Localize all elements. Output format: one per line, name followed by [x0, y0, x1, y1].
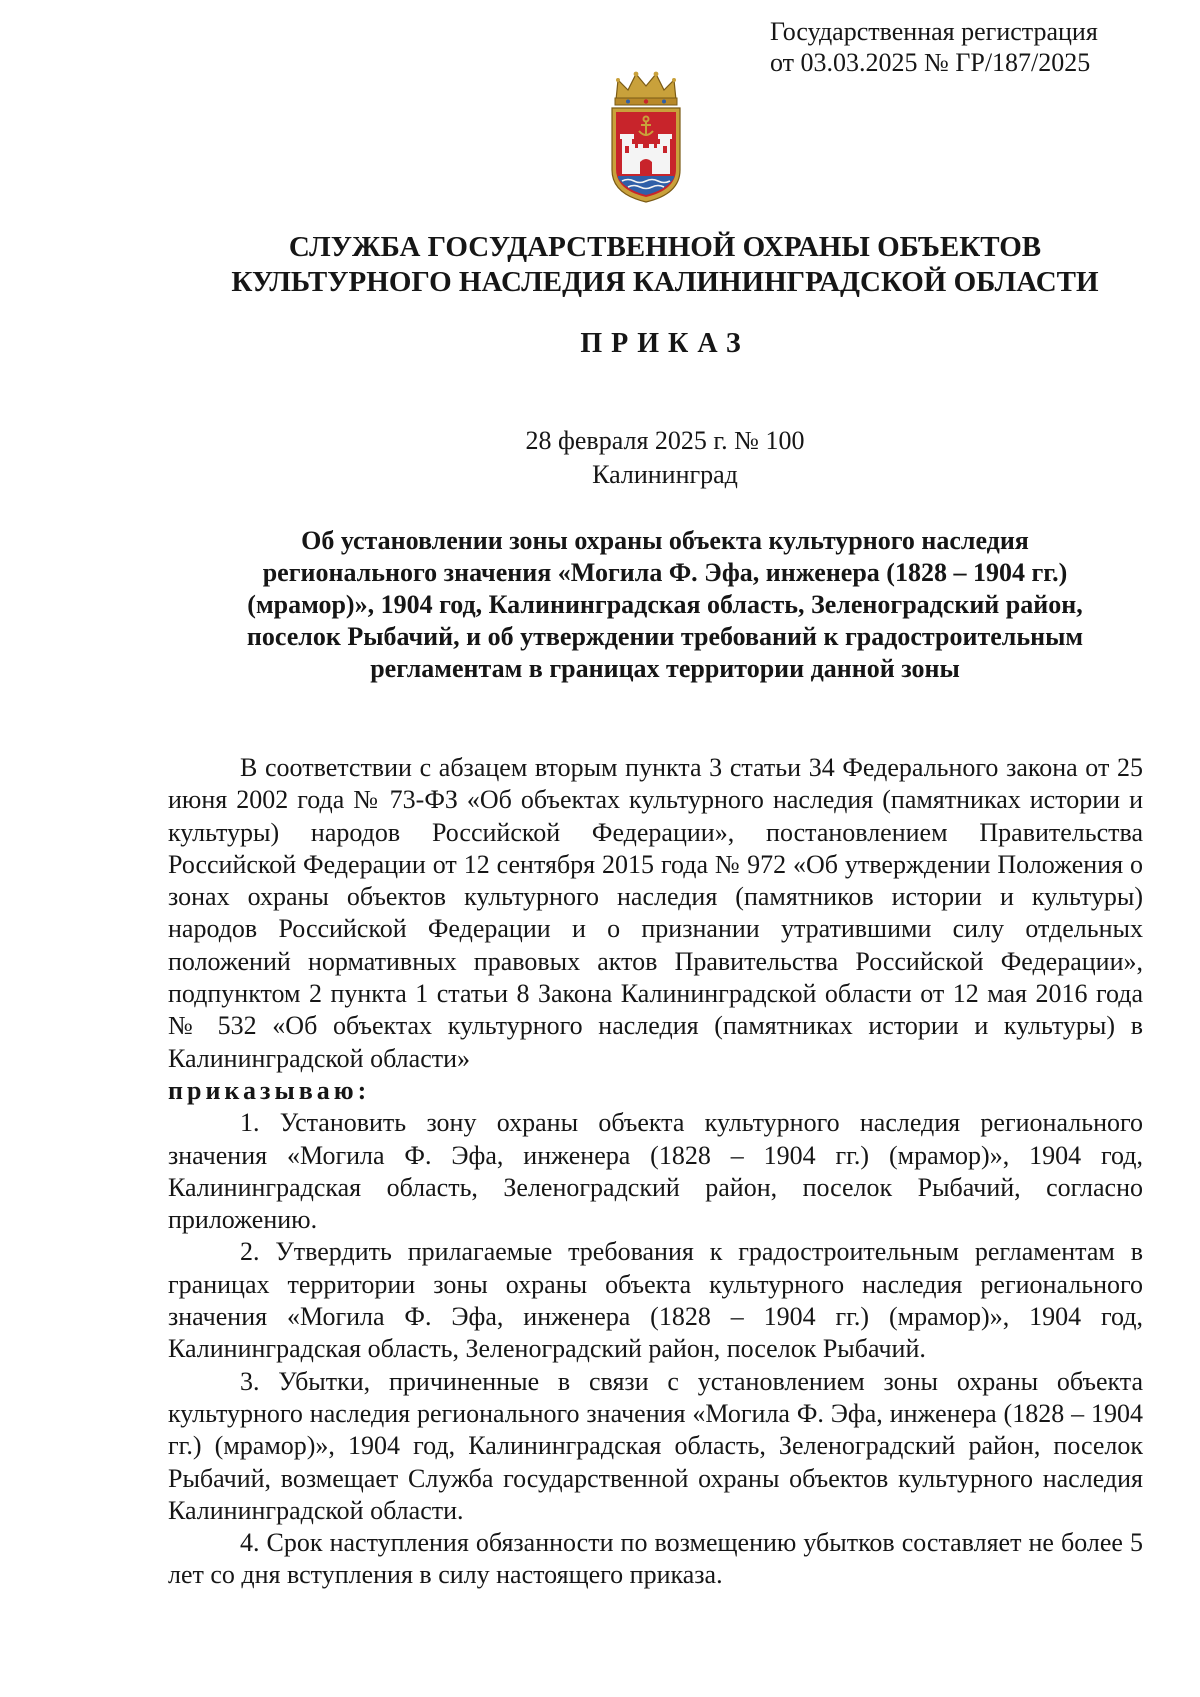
list-item: 2. Утвердить прилагаемые требования к градостроительным регламентам в границах территории зоны охраны объекта культурного наследия регионального значения «Могила Ф. Эфа, инженера (1828 – 1904 гг.) (мрамор)», 1904 год, Калининградская область, Зеленоградский район, поселок Рыбачий.: [168, 1237, 1143, 1364]
subject-line-1: Об установлении зоны охраны объекта культурного наследия: [301, 526, 1029, 555]
document-body: [168, 752, 1143, 1592]
subject-line-2: регионального значения «Могила Ф. Эфа, инженера (1828 – 1904 гг.): [262, 558, 1068, 587]
orders-keyword: приказываю:: [168, 1075, 371, 1105]
subject-line-4: поселок Рыбачий, и об утверждении требований к градостроительным: [246, 622, 1084, 651]
kaliningrad-coat-of-arms-icon: [606, 66, 686, 206]
document-type: ПРИКАЗ: [580, 328, 750, 359]
preamble-text: В соответствии с абзацем вторым пункта 3 статьи 34 Федерального закона от 25 июня 2002 года № 73-ФЗ «Об объектах культурного наследия (памятниках истории и культуры) народов Российской Федерации», постановлением Правительства Российской Федерации от 12 сентября 2015 года № 972 «Об утверждении Положения о зонах охраны объектов культурного наследия (памятников истории и культуры) народов Российской Федерации и о признании утратившими силу отдельных положений нормативных правовых актов Правительства Российской Федерации», подпунктом 2 пункта 1 статьи 8 Закона Калининградской области от 12 мая 2016 года № 532 «Об объектах культурного наследия (памятниках истории и культуры) в Калининградской области»: [168, 753, 1143, 1073]
list-item: 3. Убытки, причиненные в связи с установлением зоны охраны объекта культурного наследия регионального значения «Могила Ф. Эфа, инженера (1828 – 1904 гг.) (мрамор)», 1904 год, Калининградская область, Зеленоградский район, поселок Рыбачий, возмещает Служба государственной охраны объектов культурного наследия Калининградской области.: [168, 1366, 1143, 1525]
preamble-paragraph: [168, 752, 1143, 1107]
agency-name: [120, 230, 1200, 300]
list-item: 4. Срок наступления обязанности по возмещению убытков составляет не более 5 лет со дня вступления в силу настоящего приказа.: [168, 1528, 1143, 1590]
registration-line-1: Государственная регистрация: [770, 17, 1098, 46]
registration-line-2: от 03.03.2025 № ГР/187/2025: [770, 48, 1091, 77]
document-subject: [190, 525, 1140, 685]
subject-line-5: регламентам в границах территории данной зоны: [370, 654, 960, 683]
crown-icon: [615, 72, 677, 105]
subject-line-3: (мрамор)», 1904 год, Калининградская область, Зеленоградский район,: [247, 590, 1083, 619]
registration-stamp: [770, 16, 1190, 78]
document-date-number: 28 февраля 2025 г. № 100: [525, 426, 805, 455]
agency-name-line-1: СЛУЖБА ГОСУДАРСТВЕННОЙ ОХРАНЫ ОБЪЕКТОВ: [288, 231, 1042, 263]
agency-name-line-2: КУЛЬТУРНОГО НАСЛЕДИЯ КАЛИНИНГРАДСКОЙ ОБЛАСТИ: [231, 266, 1099, 298]
document-city: Калининград: [592, 460, 738, 489]
list-item: 1. Установить зону охраны объекта культурного наследия регионального значения «Могила Ф. Эфа, инженера (1828 – 1904 гг.) (мрамор)», 1904 год, Калининградская область, Зеленоградский район, поселок Рыбачий, согласно приложению.: [168, 1108, 1143, 1235]
